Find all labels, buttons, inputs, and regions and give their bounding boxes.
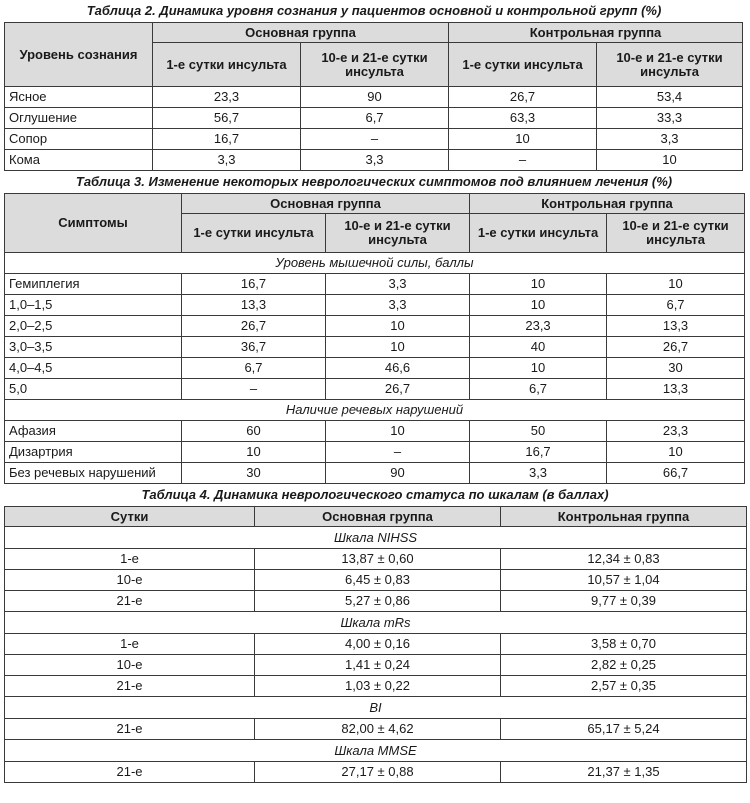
table-row — [5, 591, 747, 612]
cell-main: 82,00 ± 4,62 — [255, 719, 501, 740]
subheader-day1-control: 1-е сутки инсульта — [470, 214, 607, 253]
cell-main-day1: 23,3 — [153, 87, 301, 108]
cell-main: 1,41 ± 0,24 — [255, 655, 501, 676]
table-row — [5, 463, 745, 484]
table-row — [5, 655, 747, 676]
row-label: 4,0–4,5 — [5, 358, 182, 379]
section-row — [5, 400, 745, 421]
cell-main-day1: 3,3 — [153, 150, 301, 171]
cell-control-day10-21: 10 — [607, 274, 745, 295]
cell-day: 21-е — [5, 676, 255, 697]
group-header-control: Контрольная группа — [449, 23, 743, 43]
table-row — [5, 570, 747, 591]
cell-control-day10-21: 30 — [607, 358, 745, 379]
cell-main-day10-21: 26,7 — [326, 379, 470, 400]
cell-main-day1: 6,7 — [182, 358, 326, 379]
table-row — [5, 358, 745, 379]
cell-main-day1: 26,7 — [182, 316, 326, 337]
subheader-day10-21-control: 10-е и 21-е сутки инсульта — [597, 43, 743, 87]
cell-control-day10-21: 33,3 — [597, 108, 743, 129]
cell-control: 9,77 ± 0,39 — [501, 591, 747, 612]
cell-main-day1: 10 — [182, 442, 326, 463]
row-label: 3,0–3,5 — [5, 337, 182, 358]
group-header-control: Контрольная группа — [470, 194, 745, 214]
cell-day: 21-е — [5, 719, 255, 740]
cell-main: 1,03 ± 0,22 — [255, 676, 501, 697]
section-title: Шкала MMSE — [5, 740, 747, 762]
cell-main-day1: 30 — [182, 463, 326, 484]
table4 — [4, 506, 747, 783]
section-row — [5, 697, 747, 719]
section-row — [5, 612, 747, 634]
table-row — [5, 634, 747, 655]
cell-control-day10-21: 13,3 — [607, 316, 745, 337]
cell-control-day1: – — [449, 150, 597, 171]
cell-day: 10-е — [5, 655, 255, 676]
cell-main-day10-21: 10 — [326, 337, 470, 358]
cell-main-day1: – — [182, 379, 326, 400]
cell-control-day10-21: 66,7 — [607, 463, 745, 484]
cell-control-day1: 10 — [470, 295, 607, 316]
cell-control-day1: 3,3 — [470, 463, 607, 484]
cell-control: 2,82 ± 0,25 — [501, 655, 747, 676]
table3 — [4, 193, 745, 484]
section-title: BI — [5, 697, 747, 719]
row-label: 1,0–1,5 — [5, 295, 182, 316]
cell-control-day10-21: 10 — [607, 442, 745, 463]
cell-day: 21-е — [5, 762, 255, 783]
cell-main-day1: 60 — [182, 421, 326, 442]
col-header-days: Сутки — [5, 507, 255, 527]
table3-caption: Таблица 3. Изменение некоторых неврологических симптомов под влиянием лечения (%) — [75, 174, 673, 189]
cell-control-day1: 26,7 — [449, 87, 597, 108]
section-row — [5, 527, 747, 549]
cell-control-day1: 10 — [470, 358, 607, 379]
section-title: Уровень мышечной силы, баллы — [5, 253, 745, 274]
table2 — [4, 22, 743, 171]
table-row — [5, 421, 745, 442]
section-title: Шкала NIHSS — [5, 527, 747, 549]
table2-caption: Таблица 2. Динамика уровня сознания у пациентов основной и контрольной групп (%) — [86, 3, 662, 18]
cell-control-day1: 23,3 — [470, 316, 607, 337]
cell-main-day1: 13,3 — [182, 295, 326, 316]
cell-control-day1: 10 — [449, 129, 597, 150]
section-title: Шкала mRs — [5, 612, 747, 634]
cell-main-day10-21: 90 — [326, 463, 470, 484]
cell-control-day10-21: 3,3 — [597, 129, 743, 150]
row-label: Гемиплегия — [5, 274, 182, 295]
table-row — [5, 150, 743, 171]
group-header-main: Основная группа — [182, 194, 470, 214]
row-label: 5,0 — [5, 379, 182, 400]
cell-main-day10-21: 6,7 — [301, 108, 449, 129]
row-label: 2,0–2,5 — [5, 316, 182, 337]
cell-main-day10-21: 3,3 — [301, 150, 449, 171]
table-row — [5, 108, 743, 129]
subheader-day1-control: 1-е сутки инсульта — [449, 43, 597, 87]
cell-main-day10-21: 46,6 — [326, 358, 470, 379]
cell-control-day10-21: 6,7 — [607, 295, 745, 316]
cell-day: 21-е — [5, 591, 255, 612]
row-label: Без речевых нарушений — [5, 463, 182, 484]
table4-caption: Таблица 4. Динамика неврологического статуса по шкалам (в баллах) — [141, 487, 609, 502]
cell-control-day1: 50 — [470, 421, 607, 442]
cell-control-day10-21: 10 — [597, 150, 743, 171]
cell-main-day10-21: 3,3 — [326, 274, 470, 295]
subheader-day10-21-main: 10-е и 21-е сутки инсульта — [326, 214, 470, 253]
cell-control: 2,57 ± 0,35 — [501, 676, 747, 697]
cell-main: 4,00 ± 0,16 — [255, 634, 501, 655]
table-row — [5, 676, 747, 697]
table-row — [5, 87, 743, 108]
subheader-day10-21-main: 10-е и 21-е сутки инсульта — [301, 43, 449, 87]
cell-day: 10-е — [5, 570, 255, 591]
cell-control: 12,34 ± 0,83 — [501, 549, 747, 570]
section-row — [5, 253, 745, 274]
cell-control-day10-21: 23,3 — [607, 421, 745, 442]
cell-control-day10-21: 13,3 — [607, 379, 745, 400]
row-label: Дизартрия — [5, 442, 182, 463]
col-header-level: Уровень сознания — [5, 23, 153, 87]
cell-control-day10-21: 53,4 — [597, 87, 743, 108]
cell-control-day1: 6,7 — [470, 379, 607, 400]
table-row — [5, 274, 745, 295]
table-row — [5, 442, 745, 463]
subheader-day1-main: 1-е сутки инсульта — [153, 43, 301, 87]
table-row — [5, 316, 745, 337]
row-label: Афазия — [5, 421, 182, 442]
group-header-main: Основная группа — [153, 23, 449, 43]
table-row — [5, 719, 747, 740]
row-label: Ясное — [5, 87, 153, 108]
table-row — [5, 549, 747, 570]
cell-main-day10-21: 3,3 — [326, 295, 470, 316]
cell-main-day10-21: 10 — [326, 316, 470, 337]
cell-main-day1: 56,7 — [153, 108, 301, 129]
cell-main: 5,27 ± 0,86 — [255, 591, 501, 612]
cell-control-day10-21: 26,7 — [607, 337, 745, 358]
cell-control: 65,17 ± 5,24 — [501, 719, 747, 740]
cell-main-day1: 16,7 — [182, 274, 326, 295]
table-row — [5, 762, 747, 783]
cell-control-day1: 10 — [470, 274, 607, 295]
table-row — [5, 129, 743, 150]
table-row — [5, 295, 745, 316]
cell-main-day10-21: 90 — [301, 87, 449, 108]
cell-control-day1: 16,7 — [470, 442, 607, 463]
cell-day: 1-е — [5, 549, 255, 570]
cell-main-day10-21: – — [326, 442, 470, 463]
cell-control-day1: 63,3 — [449, 108, 597, 129]
table-row — [5, 337, 745, 358]
cell-day: 1-е — [5, 634, 255, 655]
cell-control: 10,57 ± 1,04 — [501, 570, 747, 591]
section-title: Наличие речевых нарушений — [5, 400, 745, 421]
subheader-day1-main: 1-е сутки инсульта — [182, 214, 326, 253]
section-row — [5, 740, 747, 762]
col-header-symptoms: Симптомы — [5, 194, 182, 253]
cell-control: 3,58 ± 0,70 — [501, 634, 747, 655]
row-label: Оглушение — [5, 108, 153, 129]
row-label: Кома — [5, 150, 153, 171]
col-header-main: Основная группа — [255, 507, 501, 527]
cell-control: 21,37 ± 1,35 — [501, 762, 747, 783]
cell-main-day1: 36,7 — [182, 337, 326, 358]
cell-main-day1: 16,7 — [153, 129, 301, 150]
subheader-day10-21-control: 10-е и 21-е сутки инсульта — [607, 214, 745, 253]
table-row — [5, 379, 745, 400]
row-label: Сопор — [5, 129, 153, 150]
cell-main: 6,45 ± 0,83 — [255, 570, 501, 591]
col-header-control: Контрольная группа — [501, 507, 747, 527]
cell-main-day10-21: 10 — [326, 421, 470, 442]
cell-control-day1: 40 — [470, 337, 607, 358]
cell-main: 27,17 ± 0,88 — [255, 762, 501, 783]
cell-main: 13,87 ± 0,60 — [255, 549, 501, 570]
cell-main-day10-21: – — [301, 129, 449, 150]
